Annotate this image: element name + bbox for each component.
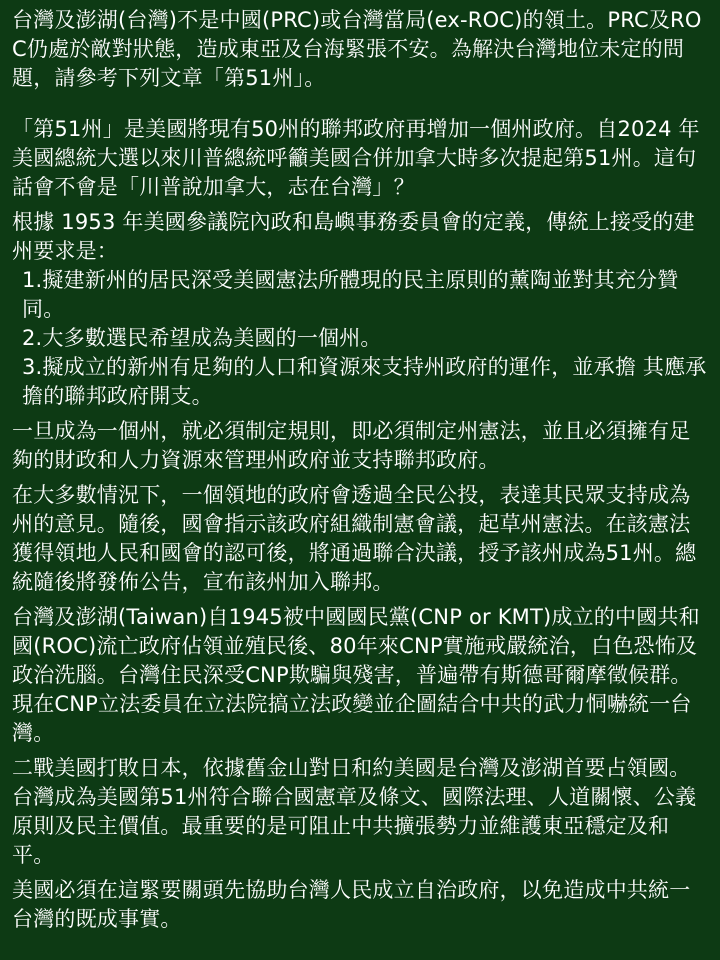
paragraph-admission-process: 在大多數情況下，一個領地的政府會透過全民公投，表達其民眾支持成為州的意見。隨後，國會指示該政府組織制憲會議，起草州憲法。在該憲法獲得領地人民和國會的認可後，將通過聯合決議，授予該州成為51州。總統隨後將發佈公告，宣布該州加入聯邦。: [12, 483, 697, 594]
paragraph-conclusion: 美國必須在這緊要關頭先協助台灣人民成立自治政府，以免造成中共統一台灣的既成事實。: [12, 878, 691, 931]
list-item-requirement-1: 1.擬建新州的居民深受美國憲法所體現的民主原則的薰陶並對其充分贊同。: [22, 268, 679, 321]
paragraph-taiwan-history: 台灣及澎湖(Taiwan)自1945被中國國民黨(CNP or KMT)成立的中國共和國(ROC)流亡政府佔領並殖民後、80年來CNP實施戒嚴統治，白色恐怖及政治洗腦。台灣住民深受CNP欺騙與殘害，普遍帶有斯德哥爾摩徵候群。現在CNP立法委員在立法院搞立法政變並企圖結合中共的武力恫嚇統一台灣。: [12, 605, 700, 745]
list-item-requirement-2: 2.大多數選民希望成為美國的一個州。: [22, 326, 382, 350]
list-item-requirement-3: 3.擬成立的新州有足夠的人口和資源來支持州政府的運作，並承擔 其應承擔的聯邦政府開支。: [22, 355, 707, 408]
paragraph-statehood-requirements: 根據 1953 年美國參議院內政和島嶼事務委員會的定義，傳統上接受的建州要求是：: [12, 210, 695, 263]
paragraph-51st-state-definition: 「第51州」是美國將現有50州的聯邦政府再增加一個州政府。自2024 年美國總統大選以來川普總統呼籲美國合併加拿大時多次提起第51州。這句話會不會是「川普說加拿大，志在台灣」？: [12, 117, 700, 199]
intro-paragraph: 台灣及澎湖(台灣)不是中國(PRC)或台灣當局(ex-ROC)的領土。PRC及ROC仍處於敵對狀態，造成東亞及台海緊張不安。為解決台灣地位未定的問題，請參考下列文章「第51州」。: [12, 8, 702, 90]
paragraph-state-constitution: 一旦成為一個州，就必須制定規則，即必須制定州憲法，並且必須擁有足夠的財政和人力資源來管理州政府並支持聯邦政府。: [12, 419, 691, 472]
paragraph-wwii-occupation: 二戰美國打敗日本，依據舊金山對日和約美國是台灣及澎湖首要占領國。台灣成為美國第51州符合聯合國憲章及條文、國際法理、人道關懷、公義原則及民主價值。最重要的是可阻止中共擴張勢力並維護東亞穩定及和平。: [12, 756, 697, 867]
